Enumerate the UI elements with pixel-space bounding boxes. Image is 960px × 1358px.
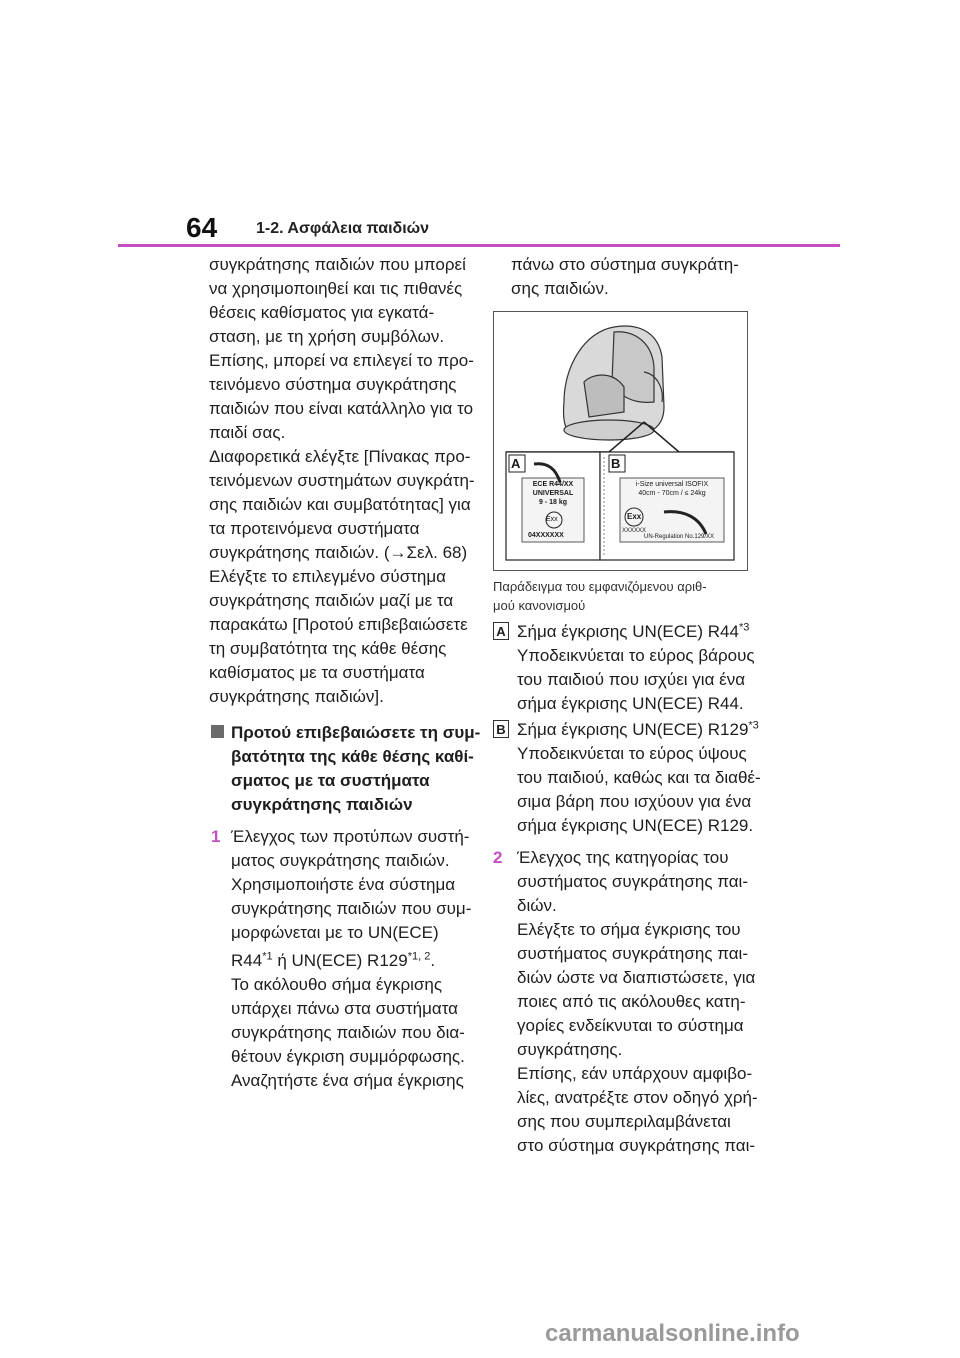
label-a-letter: A: [511, 456, 521, 471]
label-a-description: [493, 620, 763, 716]
text-line: συγκράτησης παιδιών που συμ-: [231, 899, 472, 918]
text-line: συγκράτησης παιδιών μαζί με τα: [209, 591, 454, 610]
text-line: λίες, ανατρέξτε στον οδηγό χρή-: [517, 1088, 758, 1107]
text-line: συγκράτησης.: [517, 1040, 623, 1059]
text-line: του παιδιού, καθώς και τα διαθέ-: [517, 768, 761, 787]
label-b-number: XXXXXX: [622, 528, 647, 534]
right-column-bottom: [493, 620, 763, 1158]
heading-line: συγκράτησης παιδιών: [231, 795, 413, 814]
text-line: σήμα έγκρισης UN(ECE) R129.: [517, 816, 754, 835]
text-line: συστήματος συγκράτησης παι-: [517, 944, 748, 963]
right-column-top: [511, 253, 761, 301]
text-line: τεινόμενων συστημάτων συγκράτη-: [209, 471, 475, 490]
text-line: Επίσης, μπορεί να επιλεγεί το προ-: [209, 351, 474, 370]
figure-caption: [493, 577, 755, 615]
text-line: σταση, με τη χρήση συμβόλων.: [209, 327, 445, 346]
text-line: υπάρχει πάνω στα συστήματα: [231, 999, 458, 1018]
caption-line: Παράδειγμα του εμφανιζόμενου αριθ-: [493, 579, 707, 594]
label-a-line: 9 - 18 kg: [538, 499, 567, 506]
text-line: τα προτεινόμενα συστήματα: [209, 519, 420, 538]
text-line: Έλεγχος των προτύπων συστή-: [231, 827, 470, 846]
text-line: παιδιών που είναι κατάλληλο για το: [209, 399, 474, 418]
label-a-marker: A: [493, 622, 509, 640]
text-line: Έλεγχος της κατηγορίας του: [517, 848, 729, 867]
text-line: Αναζητήστε ένα σήμα έγκρισης: [231, 1071, 464, 1090]
text-line: συγκράτησης παιδιών που μπορεί: [209, 255, 466, 274]
text-line: Το ακόλουθο σήμα έγκρισης: [231, 975, 443, 994]
text-line: τη συμβατότητα της κάθε θέσης: [209, 639, 447, 658]
text-line: Υποδεικνύεται το εύρος βάρους: [517, 646, 755, 665]
step-1: [209, 825, 484, 1093]
approval-label-figure: [493, 311, 748, 571]
text-line: θέτουν έγκριση συμμόρφωσης.: [231, 1047, 465, 1066]
label-b-regulation: UN-Regulation No.129/XX: [644, 534, 715, 540]
item-title: Σήμα έγκρισης UN(ECE) R129: [517, 720, 749, 739]
text-line: [517, 718, 763, 742]
label-a-text: [522, 480, 584, 507]
heading-line: σματος με τα συστήματα: [231, 771, 430, 790]
label-a-line: UNIVERSAL: [532, 490, 574, 497]
page-reference-link[interactable]: συγκράτησης παιδιών. (→Σελ. 68): [209, 543, 468, 562]
footnote-ref: *3: [738, 621, 750, 634]
text-line: γορίες ενδείκνυται το σύστημα: [517, 1016, 744, 1035]
text-line: στο σύστημα συγκράτησης παι-: [517, 1136, 756, 1155]
text-line: διών ώστε να διαπιστώσετε, για: [517, 968, 756, 987]
section-heading: [209, 721, 484, 817]
text-line: παρακάτω [Προτού επιβεβαιώσετε: [209, 615, 468, 634]
label-b-description: [493, 718, 763, 838]
text-line: παιδί σας.: [209, 423, 286, 442]
label-b-marker: B: [493, 720, 509, 738]
text-line: καθίσματος με τα συστήματα: [209, 663, 425, 682]
step-2: [493, 846, 763, 1158]
regulation-text: R44: [231, 951, 263, 970]
text-line: συστήματος συγκράτησης παι-: [517, 872, 748, 891]
text-line: Διαφορετικά ελέγξτε [Πίνακας προ-: [209, 447, 471, 466]
text-line: [231, 949, 484, 973]
e-mark-a: Exx: [546, 516, 558, 523]
text-line: σης που συμπεριλαμβάνεται: [517, 1112, 731, 1131]
step-number: 1: [211, 827, 221, 846]
text-line: σης παιδιών.: [511, 279, 609, 298]
item-title: Σήμα έγκρισης UN(ECE) R44: [517, 622, 739, 641]
text-line: [517, 620, 763, 644]
caption-line: μού κανονισμού: [493, 598, 586, 613]
label-b-line: i-Size universal ISOFIX: [635, 481, 709, 488]
heading-line: βατότητα της κάθε θέσης καθί-: [231, 747, 474, 766]
text-line: διών.: [517, 896, 557, 915]
text-line: τεινόμενο σύστημα συγκράτησης: [209, 375, 457, 394]
regulation-text: ή UN(ECE) R129: [272, 951, 408, 970]
footnote-ref: *3: [748, 719, 759, 732]
label-b-text: [622, 480, 722, 498]
text-line: Ελέγξτε το σήμα έγκρισης του: [517, 920, 741, 939]
child-seat-icon: [564, 326, 664, 440]
step-number: 2: [493, 848, 503, 867]
intro-paragraph: [209, 253, 484, 709]
text-line: του παιδιού που ισχύει για ένα: [517, 670, 746, 689]
text-line: θέσεις καθίσματος για εγκατά-: [209, 303, 435, 322]
e-mark-b: Exx: [627, 512, 642, 521]
label-b-letter: B: [611, 456, 621, 471]
text-line: Ελέγξτε το επιλεγμένο σύστημα: [209, 567, 446, 586]
page-number: 64: [186, 212, 218, 243]
text-line: να χρησιμοποιηθεί και τις πιθανές: [209, 279, 463, 298]
text-line: Επίσης, εάν υπάρχουν αμφιβο-: [517, 1064, 753, 1083]
text-line: πάνω στο σύστημα συγκράτη-: [511, 255, 739, 274]
text-line: Χρησιμοποιήστε ένα σύστημα: [231, 875, 456, 894]
watermark: carmanualsonline.info: [545, 1320, 800, 1347]
text-line: σης παιδιών και συμβατότητας] για: [209, 495, 471, 514]
left-column: [209, 253, 484, 1093]
text-line: σήμα έγκρισης UN(ECE) R44.: [517, 694, 744, 713]
text-line: συγκράτησης παιδιών που δια-: [231, 1023, 465, 1042]
text-line: σιμα βάρη που ισχύουν για ένα: [517, 792, 752, 811]
label-a-line: ECE R44/XX: [532, 481, 574, 488]
section-title: 1-2. Ασφάλεια παιδιών: [256, 220, 430, 237]
text-line: μορφώνεται με το UN(ECE): [231, 923, 439, 942]
text-line: ποιες από τις ακόλουθες κατη-: [517, 992, 746, 1011]
text-line: Υποδεικνύεται το εύρος ύψους: [517, 744, 747, 763]
footnote-ref: *1: [262, 950, 273, 963]
text-line: ματος συγκράτησης παιδιών.: [231, 851, 450, 870]
square-bullet-icon: [211, 725, 224, 738]
text-line: συγκράτησης παιδιών].: [209, 687, 384, 706]
punctuation: .: [430, 951, 436, 970]
label-a-number: 04XXXXXX: [528, 532, 564, 539]
heading-line: Προτού επιβεβαιώσετε τη συμ-: [231, 723, 481, 742]
footnote-ref: *1, 2: [407, 950, 431, 963]
header-divider: [118, 244, 840, 247]
label-b-line: 40cm - 70cm / ≤ 24kg: [638, 490, 706, 497]
